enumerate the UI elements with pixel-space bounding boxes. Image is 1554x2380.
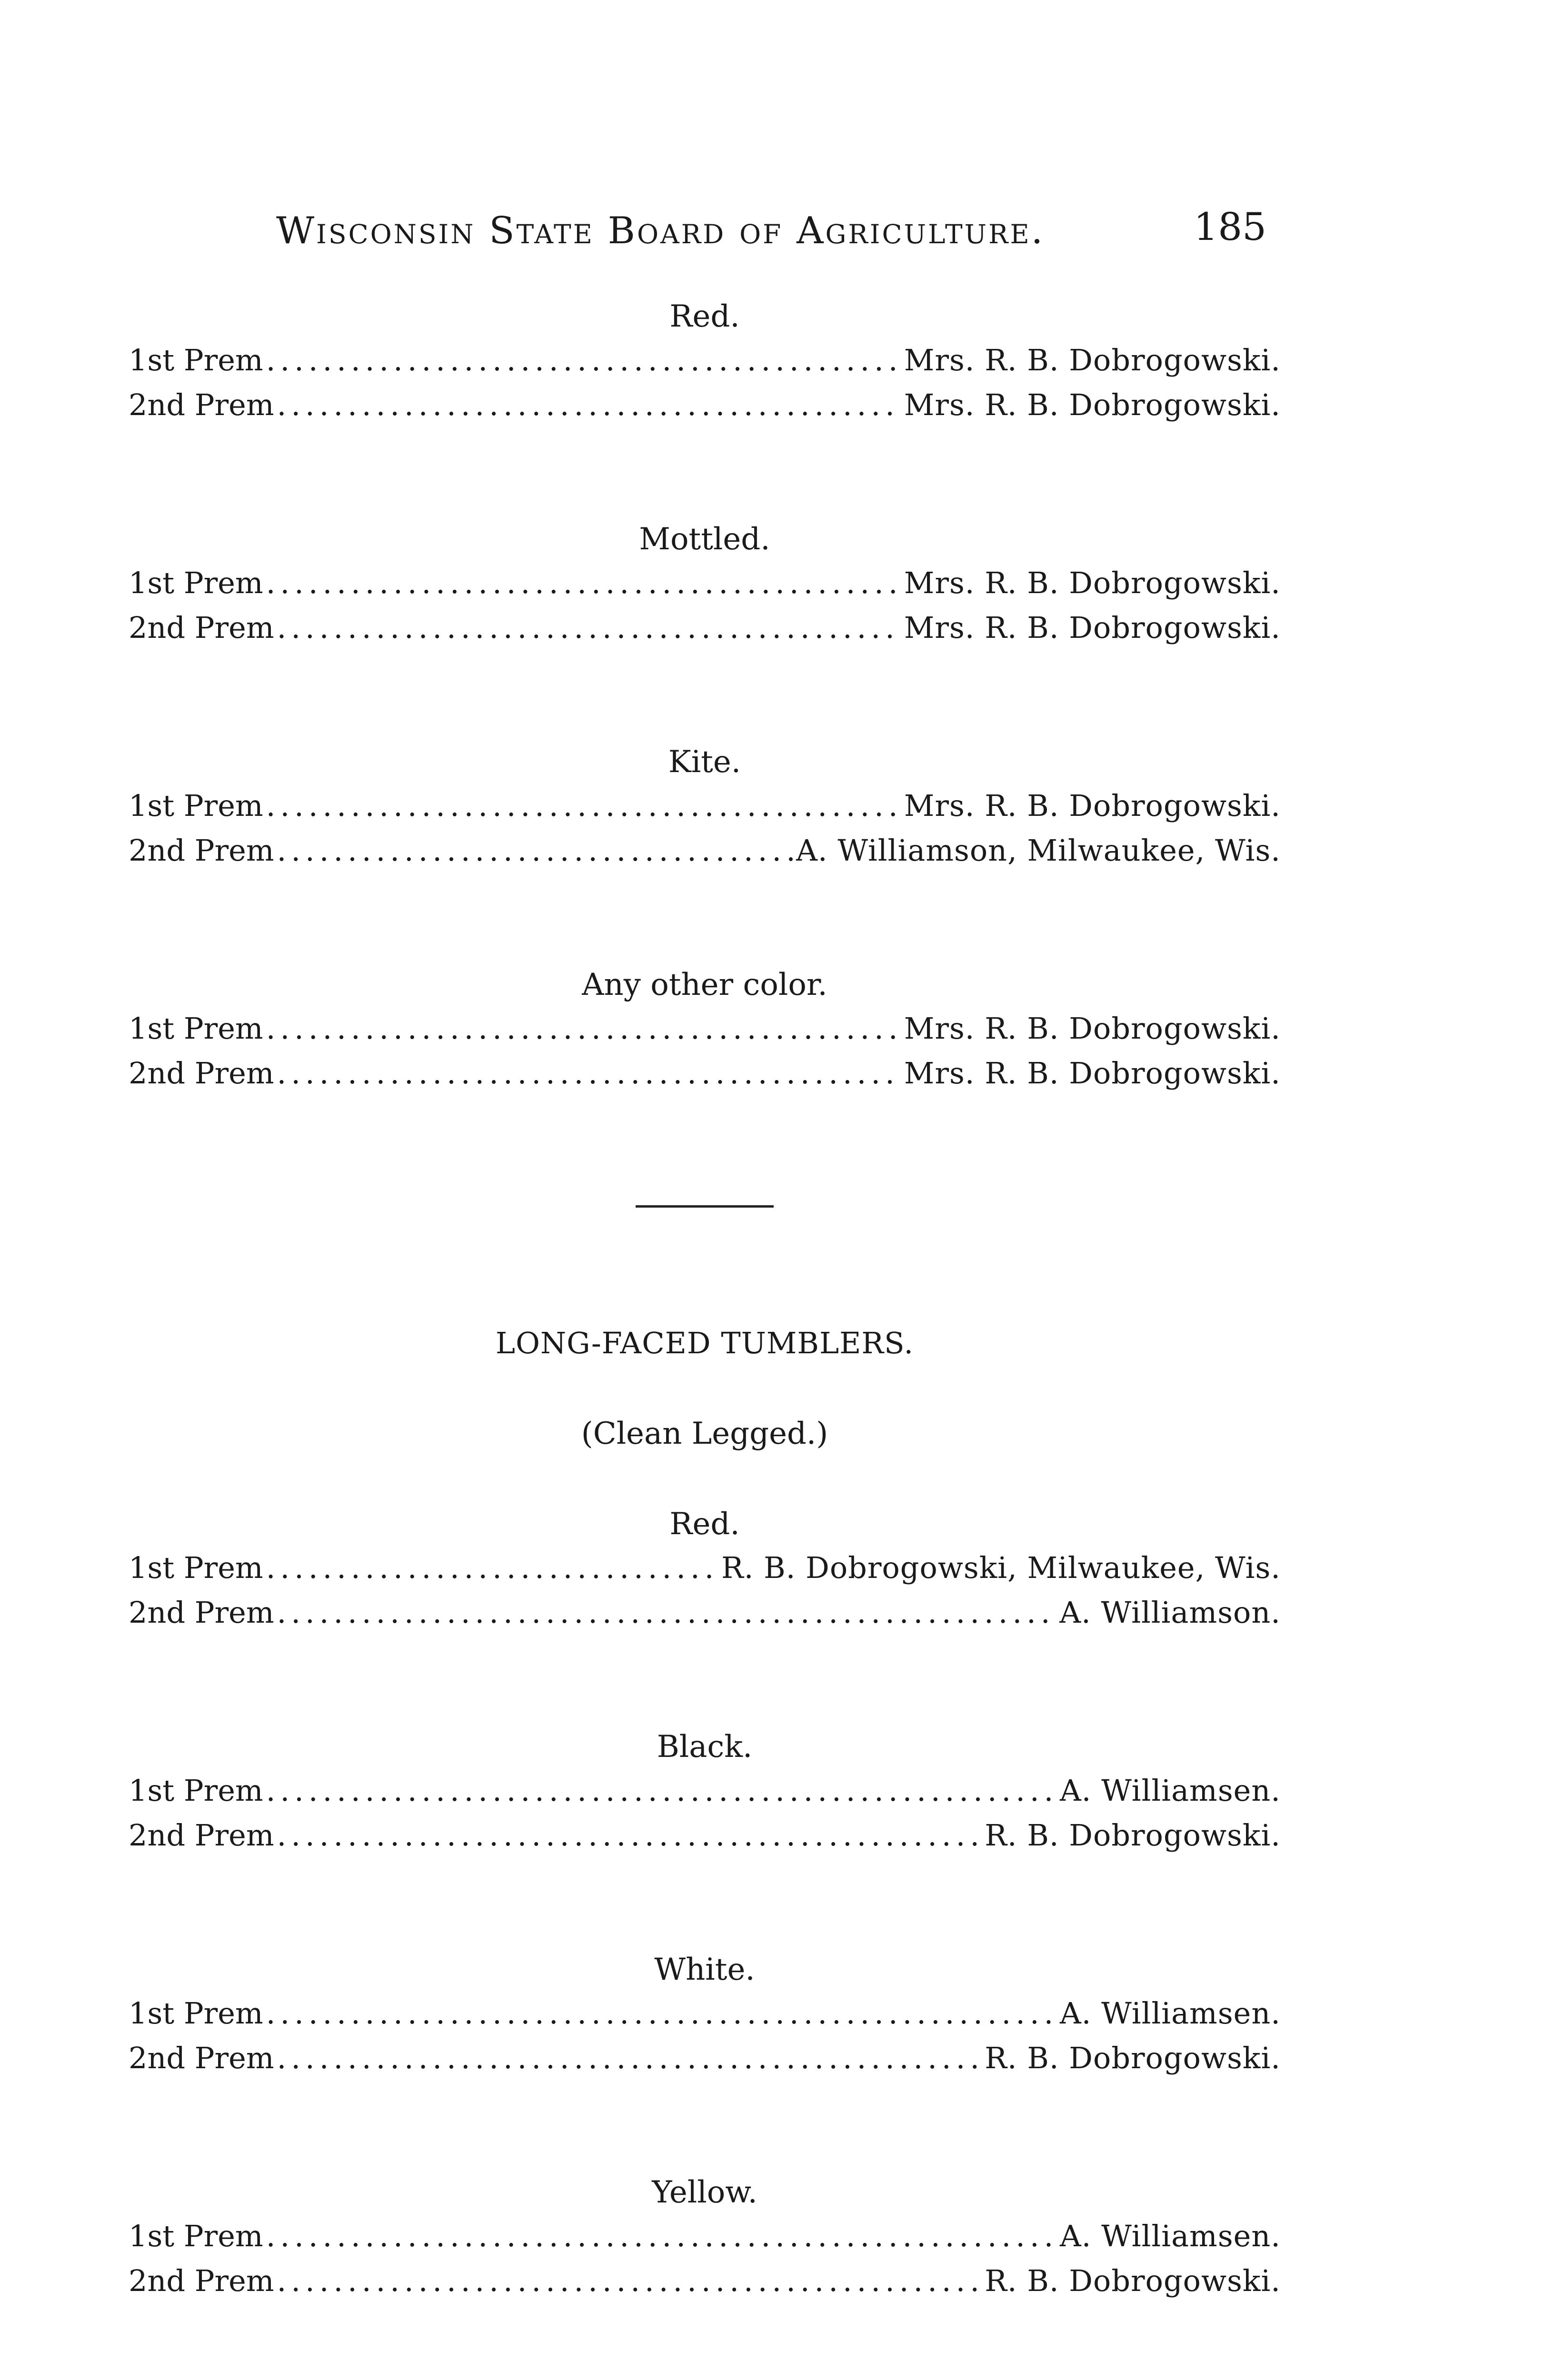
premium-entry bbox=[129, 1006, 1281, 1051]
premium-entry bbox=[129, 1768, 1281, 1813]
premium-label: 1st Prem bbox=[129, 2219, 263, 2253]
premium-entry bbox=[129, 605, 1281, 650]
group-heading: Any other color. bbox=[582, 967, 827, 1002]
premium-label: 1st Prem bbox=[129, 788, 263, 823]
winner-name: Mrs. R. B. Dobrogowski. bbox=[904, 1056, 1281, 1091]
premium-label: 1st Prem bbox=[129, 1550, 263, 1585]
page-content bbox=[129, 295, 1281, 2380]
dot-leader bbox=[277, 2259, 982, 2303]
premium-label: 2nd Prem bbox=[129, 1818, 274, 1853]
premium-group bbox=[129, 963, 1281, 1096]
premium-group bbox=[129, 1726, 1281, 1858]
premium-group bbox=[129, 2171, 1281, 2303]
page-number: 185 bbox=[1194, 205, 1266, 249]
running-title: Wisconsin State Board of Agriculture. bbox=[276, 209, 1045, 252]
winner-name: A. Williamsen. bbox=[1059, 1773, 1281, 1808]
dot-leader bbox=[266, 1546, 718, 1590]
premium-entry bbox=[129, 561, 1281, 605]
group-heading: Red. bbox=[669, 299, 740, 334]
premium-label: 1st Prem bbox=[129, 1011, 263, 1046]
premium-group bbox=[129, 1503, 1281, 1635]
winner-name: Mrs. R. B. Dobrogowski. bbox=[904, 610, 1281, 645]
premium-entry bbox=[129, 783, 1281, 828]
section-subtitle: (Clean Legged.) bbox=[581, 1416, 828, 1451]
winner-name: Mrs. R. B. Dobrogowski. bbox=[904, 387, 1281, 422]
premium-label: 2nd Prem bbox=[129, 2041, 274, 2075]
dot-leader bbox=[277, 383, 901, 427]
premium-label: 2nd Prem bbox=[129, 387, 274, 422]
premium-label: 1st Prem bbox=[129, 565, 263, 600]
group-heading: White. bbox=[654, 1952, 755, 1987]
dot-leader bbox=[277, 1813, 982, 1858]
premium-entry bbox=[129, 1051, 1281, 1096]
group-heading: Yellow. bbox=[652, 2175, 757, 2210]
winner-name: Mrs. R. B. Dobrogowski. bbox=[904, 343, 1281, 377]
premium-entry bbox=[129, 2214, 1281, 2259]
premium-entry bbox=[129, 1991, 1281, 2036]
premium-label: 2nd Prem bbox=[129, 2263, 274, 2298]
winner-name: R. B. Dobrogowski. bbox=[985, 1818, 1281, 1853]
premium-label: 1st Prem bbox=[129, 343, 263, 377]
dot-leader bbox=[277, 2036, 982, 2081]
premium-entry bbox=[129, 1813, 1281, 1858]
premium-entry bbox=[129, 1590, 1281, 1635]
winner-name: R. B. Dobrogowski, Milwaukee, Wis. bbox=[721, 1550, 1281, 1585]
dot-leader bbox=[277, 828, 794, 873]
winner-name: Mrs. R. B. Dobrogowski. bbox=[904, 788, 1281, 823]
dot-leader bbox=[277, 1051, 901, 1096]
dot-leader bbox=[266, 1991, 1057, 2036]
dot-leader bbox=[266, 561, 901, 605]
premium-group bbox=[129, 741, 1281, 873]
dot-leader bbox=[266, 1768, 1057, 1813]
premium-label: 2nd Prem bbox=[129, 833, 274, 868]
winner-name: Mrs. R. B. Dobrogowski. bbox=[904, 1011, 1281, 1046]
dot-leader bbox=[266, 338, 901, 383]
group-heading: Mottled. bbox=[639, 522, 770, 557]
premium-group bbox=[129, 295, 1281, 427]
premium-entry bbox=[129, 1546, 1281, 1590]
dot-leader bbox=[266, 783, 901, 828]
winner-name: Mrs. R. B. Dobrogowski. bbox=[904, 565, 1281, 600]
winner-name: A. Williamsen. bbox=[1059, 2219, 1281, 2253]
premium-group bbox=[129, 518, 1281, 650]
group-heading: Black. bbox=[657, 1729, 753, 1765]
premium-label: 1st Prem bbox=[129, 1773, 263, 1808]
premium-label: 2nd Prem bbox=[129, 610, 274, 645]
premium-label: 2nd Prem bbox=[129, 1056, 274, 1091]
group-heading: Kite. bbox=[668, 744, 741, 780]
premium-group bbox=[129, 1948, 1281, 2081]
dot-leader bbox=[277, 605, 901, 650]
premium-entry bbox=[129, 338, 1281, 383]
group-heading: Red. bbox=[669, 1507, 740, 1542]
winner-name: R. B. Dobrogowski. bbox=[985, 2263, 1281, 2298]
premium-entry bbox=[129, 828, 1281, 873]
dot-leader bbox=[266, 1006, 901, 1051]
winner-name: A. Williamsen. bbox=[1059, 1996, 1281, 2031]
dot-leader bbox=[277, 1590, 1057, 1635]
premium-entry bbox=[129, 2259, 1281, 2303]
premium-label: 1st Prem bbox=[129, 1996, 263, 2031]
section-title: LONG-FACED TUMBLERS. bbox=[495, 1326, 914, 1360]
premium-entry bbox=[129, 2036, 1281, 2081]
winner-name: A. Williamson. bbox=[1059, 1595, 1281, 1630]
page-header bbox=[276, 200, 1266, 262]
premium-entry bbox=[129, 383, 1281, 427]
winner-name: A. Williamson, Milwaukee, Wis. bbox=[796, 833, 1281, 868]
dot-leader bbox=[266, 2214, 1057, 2259]
premium-label: 2nd Prem bbox=[129, 1595, 274, 1630]
winner-name: R. B. Dobrogowski. bbox=[985, 2041, 1281, 2075]
